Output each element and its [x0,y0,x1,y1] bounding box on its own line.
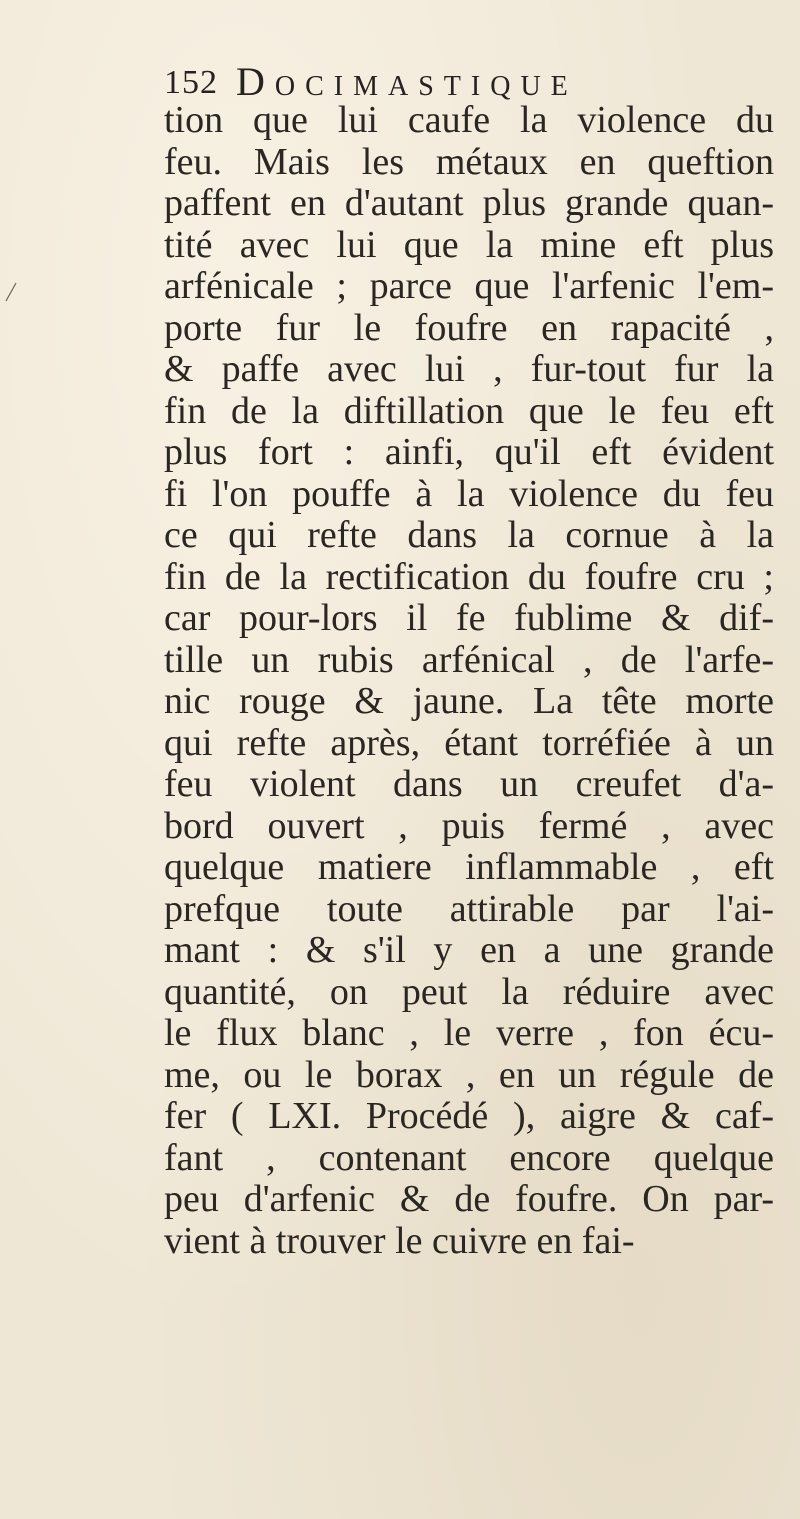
text-line: quelque matiere inflammable , eft [164,846,774,888]
text-line: arfénicale ; parce que l'arfenic l'em- [164,265,774,307]
margin-pencil-mark [4,282,18,302]
text-line: porte fur le foufre en rapacité , [164,306,774,349]
text-line: ce qui refte dans la cornue à la [164,514,774,556]
text-line: mant : & s'il y en a une grande [164,929,774,971]
text-line: feu. Mais les métaux en queftion [164,140,774,183]
text-line: feu violent dans un creufet d'a- [164,763,774,805]
text-line: fer ( LXI. Procédé ), aigre & caf- [164,1095,774,1137]
text-line: nic rouge & jaune. La tête morte [164,680,774,722]
page-number: 152 [164,64,218,101]
text-line: le flux blanc , le verre , fon écu- [164,1012,774,1054]
text-line: prefque toute attirable par l'ai- [164,887,774,930]
text-line: me, ou le borax , en un régule de [164,1053,774,1096]
text-line: qui refte après, étant torréfiée à un [164,721,774,764]
text-line: tité avec lui que la mine eft plus [164,223,774,266]
text-line: fin de la diftillation que le feu eft [164,389,774,432]
text-line: & paffe avec lui , fur-tout fur la [164,348,774,390]
text-line: bord ouvert , puis fermé , avec [164,804,774,847]
text-line: tion que lui caufe la violence du [164,99,774,141]
text-line: vient à trouver le cuivre en fai- [164,1219,635,1262]
body-text [164,100,774,1262]
text-line: quantité, on peut la réduire avec [164,970,774,1013]
text-line: peu d'arfenic & de foufre. On par- [164,1178,774,1220]
text-line: plus fort : ainfi, qu'il eft évident [164,431,774,473]
text-line: car pour-lors il fe fublime & dif- [164,597,774,639]
text-line: paffent en d'autant plus grande quan- [164,182,774,224]
text-line: tille un rubis arfénical , de l'arfe- [164,638,774,681]
text-line: fin de la rectification du foufre cru ; [164,555,774,598]
running-head: Docimastique [236,59,578,104]
text-line: fant , contenant encore quelque [164,1136,774,1179]
text-line: fi l'on pouffe à la violence du feu [164,472,774,515]
